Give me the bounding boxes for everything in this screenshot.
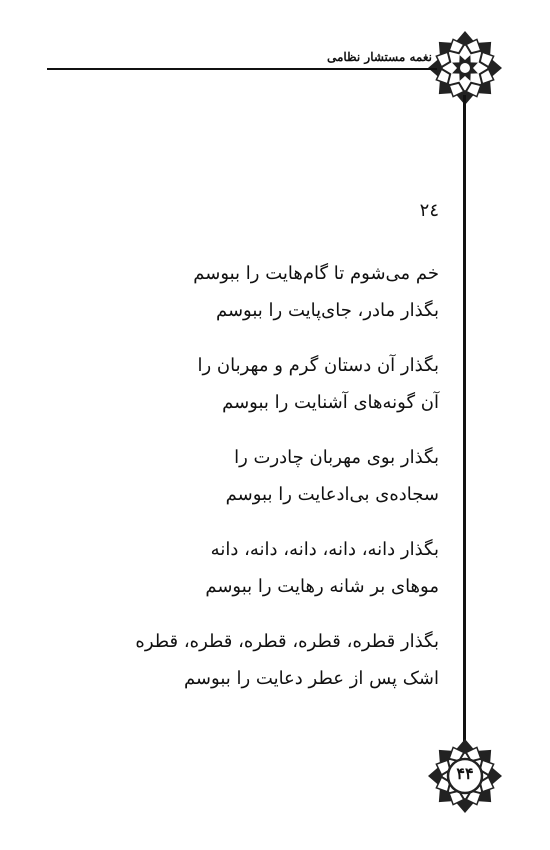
margin-rule bbox=[463, 95, 466, 750]
poem-line: خم می‌شوم تا گام‌هایت را ببوسم bbox=[193, 263, 439, 284]
poem-line: سجاده‌ی بی‌ادعایت را ببوسم bbox=[225, 484, 439, 505]
stanza bbox=[109, 255, 439, 329]
poem-line: بگذار قطره، قطره، قطره، قطره، قطره bbox=[135, 631, 439, 652]
stanza bbox=[109, 623, 439, 697]
poem-line: بگذار آن دستان گرم و مهربان را bbox=[197, 355, 439, 376]
poem-line: اشک پس از عطر دعایت را ببوسم bbox=[183, 668, 439, 689]
book-author-title: نغمه مستشار نظامی bbox=[326, 50, 432, 64]
stanza bbox=[109, 347, 439, 421]
stanza bbox=[109, 439, 439, 513]
stanza bbox=[109, 531, 439, 605]
header-divider bbox=[47, 68, 437, 70]
page-number: ۴۴ bbox=[456, 764, 474, 783]
poem-number: ٢٤ bbox=[419, 200, 439, 221]
poem-line: بگذار مادر، جای‌پایت را ببوسم bbox=[216, 300, 439, 321]
poem-body bbox=[109, 255, 439, 715]
poem-line: بگذار دانه، دانه، دانه، دانه، دانه bbox=[210, 539, 439, 560]
poem-line: موهای بر شانه رهایت را ببوسم bbox=[205, 576, 439, 597]
poem-line: بگذار بوی مهربان چادرت را bbox=[234, 447, 439, 468]
poem-line: آن گونه‌های آشنایت را ببوسم bbox=[222, 392, 439, 413]
